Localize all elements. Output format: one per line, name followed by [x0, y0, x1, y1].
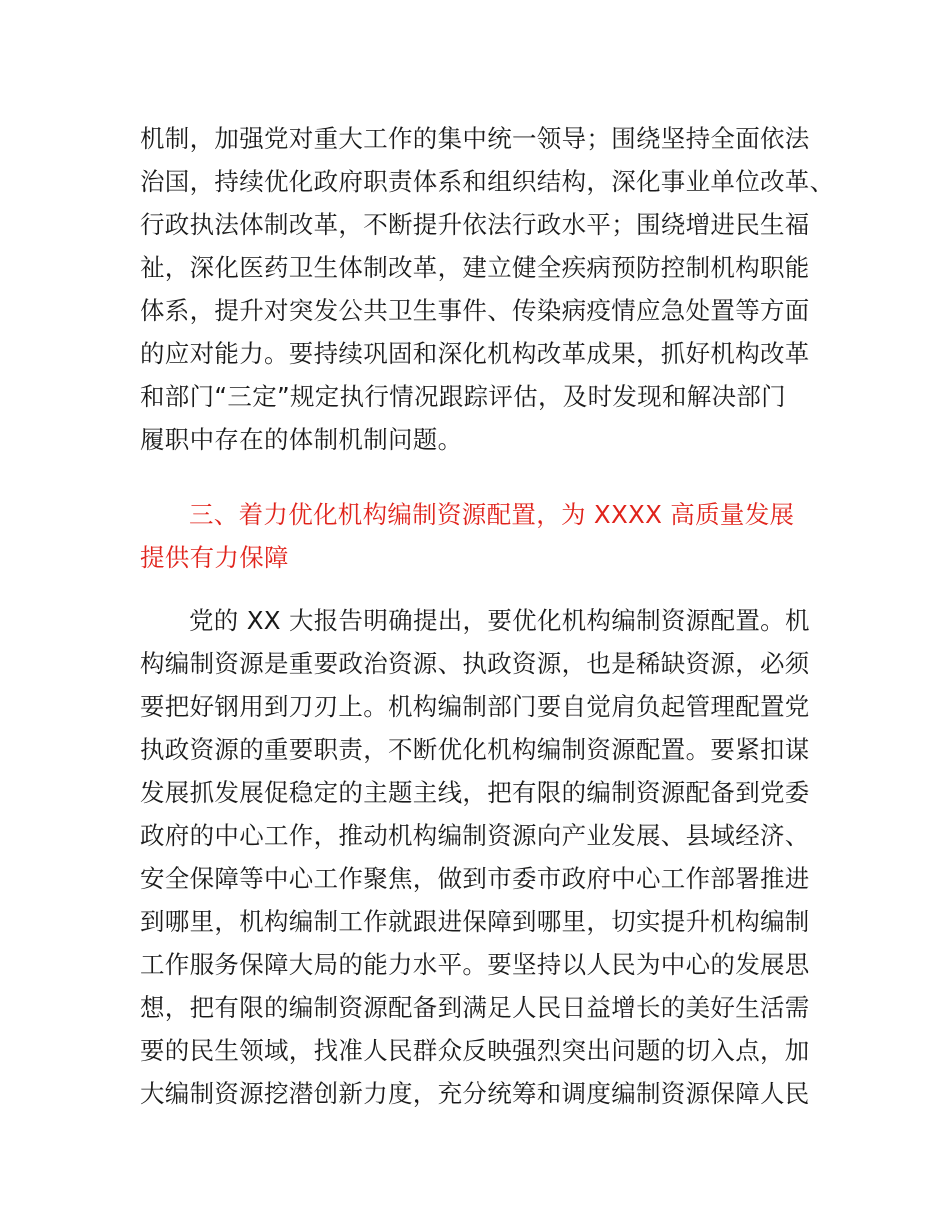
paragraph-line: 治国，持续优化政府职责体系和组织结构，深化事业单位改革、 — [140, 167, 835, 196]
section-heading-3 — [140, 493, 812, 579]
paragraph-line: 政府的中心工作，推动机构编制资源向产业发展、县域经济、 — [140, 821, 810, 850]
paragraph-line: 体系，提升对突发公共卫生事件、传染病疫情应急处置等方面 — [140, 296, 810, 325]
paragraph-line: 行政执法体制改革，不断提升依法行政水平；围绕增进民生福 — [140, 210, 810, 239]
paragraph-line: 执政资源的重要职责，不断优化机构编制资源配置。要紧扣谋 — [140, 735, 810, 764]
paragraph-line: 祉，深化医药卫生体制改革，建立健全疾病预防控制机构职能 — [140, 253, 810, 282]
paragraph-line: 安全保障等中心工作聚焦，做到市委市政府中心工作部署推进 — [140, 864, 810, 893]
section-spacer — [140, 579, 812, 599]
paragraph-institutional-reform — [140, 117, 835, 461]
section-heading-line: 提供有力保障 — [140, 543, 289, 572]
paragraph-line: 机制，加强党对重大工作的集中统一领导；围绕坚持全面依法 — [140, 124, 810, 153]
paragraph-line: 想，把有限的编制资源配备到满足人民日益增长的美好生活需 — [140, 993, 810, 1022]
paragraph-line: 履职中存在的体制机制问题。 — [140, 425, 463, 454]
section-spacer — [140, 461, 812, 493]
paragraph-line: 要把好钢用到刀刃上。机构编制部门要自觉肩负起管理配置党 — [140, 692, 810, 721]
paragraph-line: 的应对能力。要持续巩固和深化机构改革成果，抓好机构改革 — [140, 339, 810, 368]
document-body — [140, 117, 835, 1115]
paragraph-line: 发展抓发展促稳定的主题主线，把有限的编制资源配备到党委 — [140, 778, 810, 807]
paragraph-line: 和部门“三定”规定执行情况跟踪评估，及时发现和解决部门 — [140, 382, 786, 411]
paragraph-line: 构编制资源是重要政治资源、执政资源，也是稀缺资源，必须 — [140, 649, 810, 678]
section-heading-line: 三、着力优化机构编制资源配置，为 XXXX 高质量发展 — [189, 500, 795, 529]
paragraph-line: 到哪里，机构编制工作就跟进保障到哪里，切实提升机构编制 — [140, 907, 810, 936]
paragraph-line: 工作服务保障大局的能力水平。要坚持以人民为中心的发展思 — [140, 950, 810, 979]
paragraph-line: 党的 XX 大报告明确提出，要优化机构编制资源配置。机 — [189, 606, 810, 635]
paragraph-line: 要的民生领域，找准人民群众反映强烈突出问题的切入点，加 — [140, 1036, 810, 1065]
paragraph-line: 大编制资源挖潜创新力度，充分统筹和调度编制资源保障人民 — [140, 1079, 810, 1108]
paragraph-resource-allocation — [140, 599, 812, 1115]
